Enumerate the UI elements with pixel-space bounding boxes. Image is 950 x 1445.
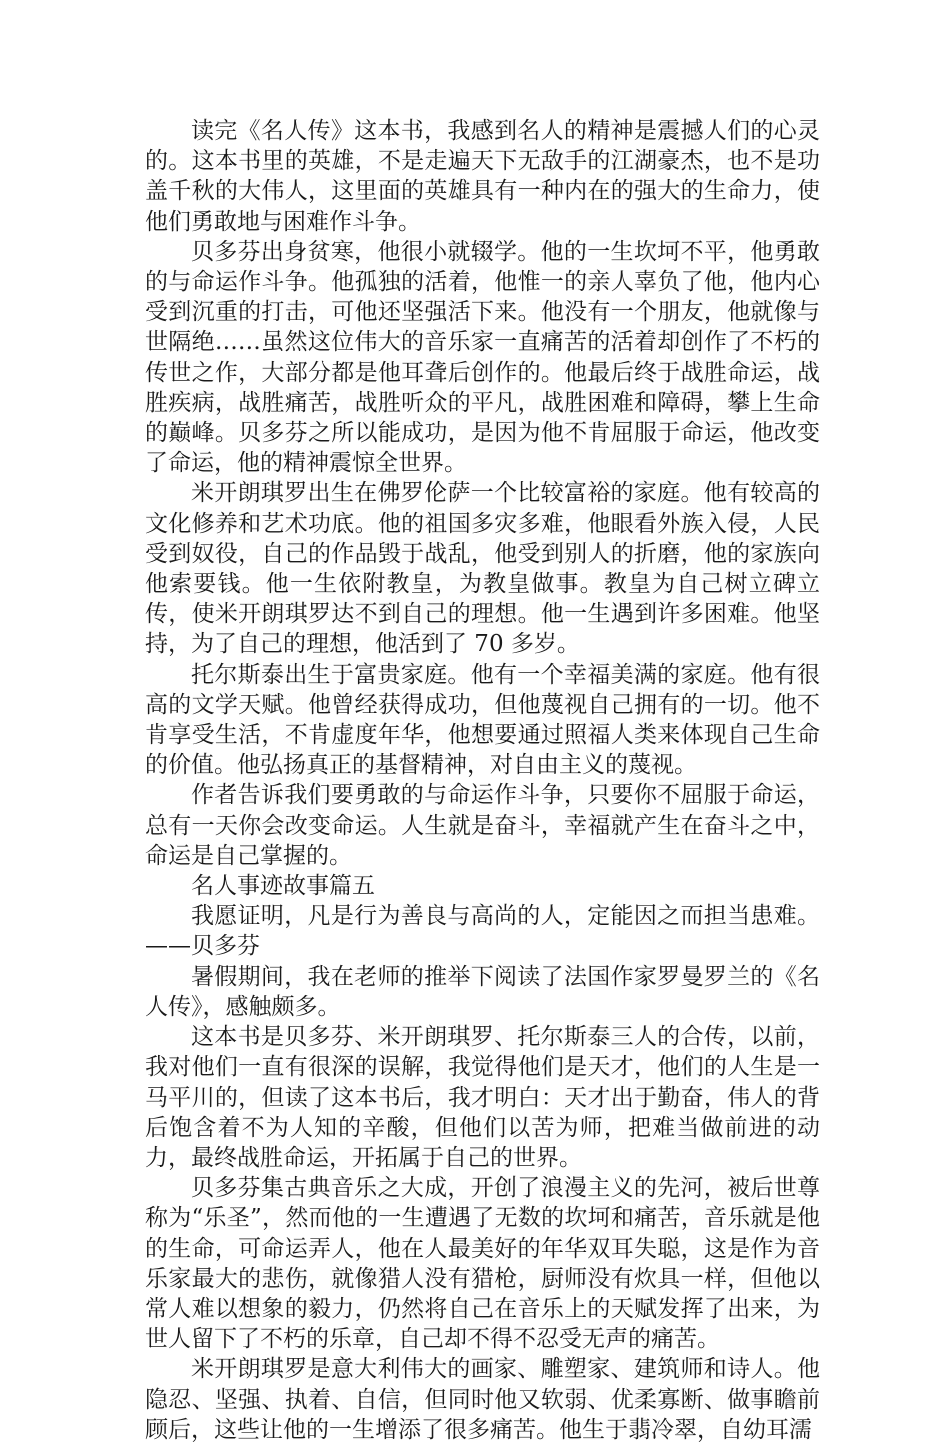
- paragraph-reading-intro: 读完《名人传》这本书，我感到名人的精神是震撼人们的心灵的。这本书里的英雄，不是走遍天下无敌手的江湖豪杰，也不是功盖千秋的大伟人，这里面的英雄具有一种内在的强大的生命力，使他们勇敢地与困难作斗争。: [145, 118, 820, 235]
- paragraph-book-overview: 这本书是贝多芬、米开朗琪罗、托尔斯泰三人的合传，以前，我对他们一直有很深的误解，我觉得他们是天才，他们的人生是一马平川的，但读了这本书后，我才明白：天才出于勤奋，伟人的背后饱含着不为人知的辛酸，但他们以苦为师，把难当做前进的动力，最终战胜命运，开拓属于自己的世界。: [145, 1024, 820, 1171]
- paragraph-beethoven: 贝多芬出身贫寒，他很小就辍学。他的一生坎坷不平，他勇敢的与命运作斗争。他孤独的活着，他惟一的亲人辜负了他，他内心受到沉重的打击，可他还坚强活下来。他没有一个朋友，他就像与世隔绝……虽然这位伟大的音乐家一直痛苦的活着却创作了不朽的传世之作，大部分都是他耳聋后创作的。他最后终于战胜命运，战胜疾病，战胜痛苦，战胜听众的平凡，战胜困难和障碍，攀上生命的巅峰。贝多芬之所以能成功，是因为他不肯屈服于命运，他改变了命运，他的精神震惊全世界。: [145, 238, 820, 477]
- paragraph-michelangelo-artist: 米开朗琪罗是意大利伟大的画家、雕塑家、建筑师和诗人。他隐忍、坚强、执着、自信，但同时他又软弱、优柔寡断、做事瞻前顾后，这些让他的一生增添了很多痛苦。他生于翡冷翠，自幼耳濡: [145, 1356, 820, 1443]
- paragraph-summer-reading: 暑假期间，我在老师的推举下阅读了法国作家罗曼罗兰的《名人传》，感触颇多。: [145, 963, 820, 1020]
- paragraph-conclusion: 作者告诉我们要勇敢的与命运作斗争，只要你不屈服于命运，总有一天你会改变命运。人生就是奋斗，幸福就产生在奋斗之中，命运是自己掌握的。: [145, 782, 820, 869]
- paragraph-michelangelo: 米开朗琪罗出生在佛罗伦萨一个比较富裕的家庭。他有较高的文化修养和艺术功底。他的祖国多灾多难，他眼看外族入侵，人民受到奴役，自己的作品毁于战乱，他受到别人的折磨，他的家族向他索要钱。他一生依附教皇，为教皇做事。教皇为自己树立碑立传，使米开朗琪罗达不到自己的理想。他一生遇到许多困难。他坚持，为了自己的理想，他活到了 70 多岁。: [145, 480, 820, 658]
- document-page: [145, 116, 820, 1445]
- section-heading: 名人事迹故事篇五: [191, 873, 375, 900]
- paragraph-beethoven-music: 贝多芬集古典音乐之大成，开创了浪漫主义的先河，被后世尊称为“乐圣”，然而他的一生遭遇了无数的坎坷和痛苦，音乐就是他的生命，可命运弄人，他在人最美好的年华双耳失聪，这是作为音乐家最大的悲伤，就像猎人没有猎枪，厨师没有炊具一样，但他以常人难以想象的毅力，仍然将自己在音乐上的天赋发挥了出来，为世人留下了不朽的乐章，自己却不得不忍受无声的痛苦。: [145, 1175, 820, 1353]
- paragraph-tolstoy: 托尔斯泰出生于富贵家庭。他有一个幸福美满的家庭。他有很高的文学天赋。他曾经获得成功，但他蔑视自己拥有的一切。他不肯享受生活，不肯虚度年华，他想要通过照福人类来体现自己生命的价值。他弘扬真正的基督精神，对自由主义的蔑视。: [145, 661, 820, 779]
- paragraph-quote: 我愿证明，凡是行为善良与高尚的人，定能因之而担当患难。——贝多芬: [145, 903, 820, 960]
